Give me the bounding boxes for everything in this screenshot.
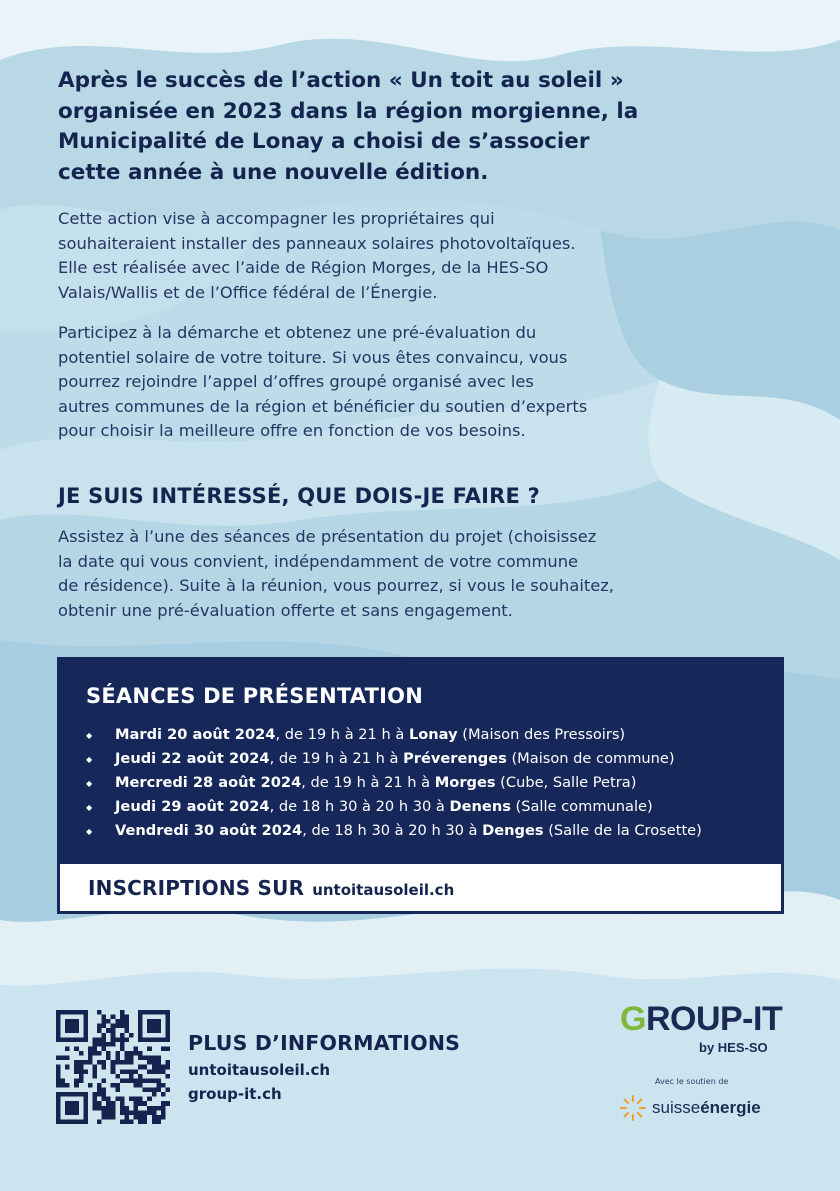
session-date: Mercredi 28 août 2024 — [115, 774, 302, 791]
intro-lead — [58, 66, 658, 188]
sessions-box — [57, 657, 784, 914]
session-item — [83, 796, 702, 820]
session-date: Jeudi 22 août 2024 — [115, 750, 270, 767]
session-date: Mardi 20 août 2024 — [115, 726, 276, 743]
session-venue: (Maison de commune) — [506, 750, 675, 767]
paragraph-line: autres communes de la région et bénéficier du soutien d’experts — [58, 396, 588, 416]
session-time: , de 19 h à 21 h à — [301, 774, 435, 791]
paragraph-line: Cette action vise à accompagner les propriétaires qui — [58, 209, 495, 228]
paragraph-line: la date qui vous convient, indépendamment de votre commune — [58, 551, 579, 571]
session-item — [83, 772, 702, 796]
session-venue: (Maison des Pressoirs) — [457, 726, 626, 743]
more-info-link[interactable]: untoitausoleil.ch — [188, 1061, 331, 1079]
session-item — [83, 724, 702, 748]
paragraph-line: obtenir une pré-évaluation offerte et sans engagement. — [58, 600, 513, 620]
session-list — [83, 724, 702, 844]
lead-line: Municipalité de Lonay a choisi de s’associer — [58, 129, 590, 154]
session-time: , de 19 h à 21 h à — [275, 726, 409, 743]
session-place: Denges — [482, 822, 544, 839]
paragraph-line: de résidence). Suite à la réunion, vous pourrez, si vous le souhaitez, — [58, 576, 614, 596]
registration-label: INSCRIPTIONS SUR — [88, 875, 305, 900]
session-time: , de 18 h 30 à 20 h 30 à — [269, 798, 450, 815]
sessions-title: SÉANCES DE PRÉSENTATION — [86, 684, 424, 708]
paragraph-line: Assistez à l’une des séances de présentation du projet (choisissez — [58, 527, 597, 546]
session-place: Denens — [449, 798, 511, 815]
logo-text: ROUP-IT — [645, 1000, 783, 1038]
logo-text: suisse — [652, 1098, 701, 1117]
group-it-logo — [620, 1000, 783, 1040]
sun-icon — [620, 1095, 646, 1121]
support-label: Avec le soutien de — [655, 1077, 729, 1086]
session-item — [83, 820, 702, 844]
session-venue: (Cube, Salle Petra) — [495, 774, 637, 791]
paragraph-line: potentiel solaire de votre toiture. Si vous êtes convaincu, vous — [58, 347, 568, 367]
session-date: Jeudi 29 août 2024 — [115, 798, 270, 815]
intro-paragraph-2 — [58, 321, 658, 444]
paragraph-line: Elle est réalisée avec l’aide de Région Morges, de la HES-SO — [58, 258, 549, 278]
paragraph-line: pourrez rejoindre l’appel d’offres groupé organisé avec les — [58, 372, 534, 392]
session-time: , de 18 h 30 à 20 h 30 à — [302, 822, 483, 839]
paragraph-line: Participez à la démarche et obtenez une pré-évaluation du — [58, 323, 537, 342]
registration-banner — [60, 864, 781, 911]
lead-line: cette année à une nouvelle édition. — [58, 159, 489, 185]
more-info-title: PLUS D’INFORMATIONS — [188, 1031, 461, 1055]
suisseenergie-logo — [652, 1098, 761, 1118]
paragraph-line: Valais/Wallis et de l’Office fédéral de l’Énergie. — [58, 282, 438, 302]
session-place: Lonay — [408, 726, 458, 743]
lead-line: organisée en 2023 dans la région morgienne, la — [58, 98, 639, 124]
hes-so-byline: by HES-SO — [699, 1040, 768, 1055]
session-place: Préverenges — [403, 750, 507, 767]
session-venue: (Salle communale) — [510, 798, 653, 815]
qr-code-icon[interactable] — [56, 1010, 170, 1124]
paragraph-line: souhaiteraient installer des panneaux solaires photovoltaïques. — [58, 233, 576, 253]
interest-heading: JE SUIS INTÉRESSÉ, QUE DOIS-JE FAIRE ? — [58, 484, 540, 508]
registration-link[interactable]: untoitausoleil.ch — [312, 880, 455, 899]
lead-line: Après le succès de l’action « Un toit au soleil » — [58, 68, 624, 93]
session-place: Morges — [434, 774, 496, 791]
more-info-link[interactable]: group-it.ch — [188, 1085, 282, 1103]
interest-paragraph — [58, 525, 648, 623]
logo-letter: G — [620, 1000, 646, 1038]
logo-text-bold: énergie — [700, 1098, 761, 1117]
intro-paragraph-1 — [58, 207, 658, 305]
paragraph-line: pour choisir la meilleure offre en fonction de vos besoins. — [58, 421, 526, 441]
session-item — [83, 748, 702, 772]
session-venue: (Salle de la Crosette) — [543, 822, 702, 839]
session-date: Vendredi 30 août 2024 — [115, 822, 303, 839]
session-time: , de 19 h à 21 h à — [269, 750, 404, 767]
